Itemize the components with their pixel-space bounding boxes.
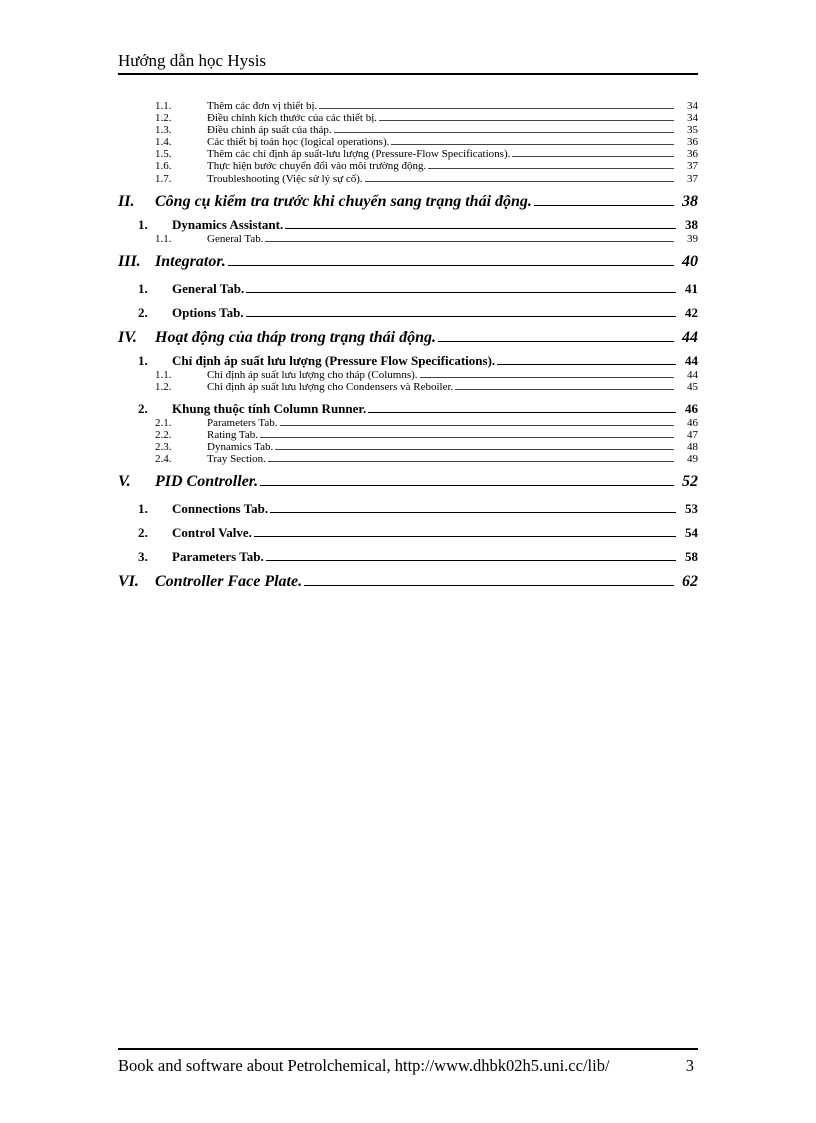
toc-entry-page: 34	[687, 100, 698, 112]
toc-entry-title: Thêm các chỉ định áp suất-lưu lượng (Pressure-Flow Specifications).	[207, 148, 511, 161]
rule-leader	[266, 560, 676, 561]
rule-leader	[260, 485, 674, 486]
dot-leader	[428, 168, 674, 169]
toc-section[interactable]	[118, 216, 698, 233]
toc-section[interactable]	[118, 304, 698, 321]
dot-leader	[391, 144, 674, 145]
rule-leader	[497, 364, 676, 365]
dot-leader	[379, 120, 674, 121]
toc-part[interactable]	[118, 251, 698, 273]
toc-section-title: Parameters Tab.	[172, 549, 264, 565]
toc-entry-page: 34	[687, 112, 698, 125]
toc-entry-title: Dynamics Tab.	[207, 441, 274, 454]
toc-entry-number: 2.2.	[155, 429, 172, 442]
toc-section[interactable]	[118, 280, 698, 297]
toc-part-page: 40	[682, 252, 698, 270]
toc-entry[interactable]	[118, 369, 698, 381]
toc-entry-number: 2.1.	[155, 416, 172, 429]
toc-entry[interactable]	[118, 112, 698, 124]
toc-section-page: 54	[685, 525, 698, 541]
toc-section-title: General Tab.	[172, 280, 245, 296]
toc-section[interactable]	[118, 400, 698, 417]
toc-part-page: 44	[682, 328, 698, 346]
toc-section-page: 46	[685, 400, 698, 416]
toc-entry-title: Điều chỉnh áp suất của tháp.	[207, 124, 332, 137]
toc-entry-number: 1.1.	[155, 232, 172, 245]
toc-section-title: Connections Tab.	[172, 501, 269, 517]
toc-entry-number: 1.5.	[155, 148, 172, 161]
toc-entry-page: 39	[687, 232, 698, 245]
rule-leader	[246, 292, 676, 293]
rule-leader	[368, 412, 676, 413]
document-title: Hướng dẫn học Hysis	[118, 51, 267, 70]
page-footer	[118, 1048, 698, 1076]
toc-part-page: 52	[682, 473, 698, 491]
toc-entry[interactable]	[118, 381, 698, 393]
toc-entry[interactable]	[118, 173, 698, 185]
rule-leader	[285, 228, 676, 229]
toc-entry-title: Thực hiện bước chuyển đổi vào môi trường động.	[207, 160, 427, 173]
table-of-contents	[118, 100, 698, 593]
toc-entry-number: 1.6.	[155, 160, 172, 173]
toc-section-title: Dynamics Assistant.	[172, 216, 284, 232]
rule-leader	[534, 205, 674, 206]
toc-part-number: VI.	[118, 573, 139, 591]
toc-entry[interactable]	[118, 136, 698, 148]
toc-entry[interactable]	[118, 160, 698, 172]
dot-leader	[268, 461, 674, 462]
toc-part-number: IV.	[118, 328, 137, 346]
dot-leader	[334, 132, 674, 133]
toc-entry-title: General Tab.	[207, 232, 264, 245]
toc-section-page: 58	[685, 549, 698, 565]
toc-entry-title: Chỉ định áp suất lưu lượng cho tháp (Columns).	[207, 368, 418, 381]
toc-entry-title: Parameters Tab.	[207, 416, 278, 429]
toc-entry[interactable]	[118, 148, 698, 160]
toc-section-page: 41	[685, 280, 698, 296]
toc-section-number: 2.	[138, 525, 148, 541]
toc-entry-number: 1.1.	[155, 368, 172, 381]
page-number: 3	[685, 1056, 694, 1075]
toc-part-title: Integrator.	[155, 252, 226, 270]
toc-part-title: Công cụ kiểm tra trước khi chuyển sang trạng thái động.	[155, 192, 532, 210]
toc-entry-number: 2.3.	[155, 441, 172, 454]
toc-part-number: III.	[118, 252, 141, 270]
toc-section[interactable]	[118, 548, 698, 565]
toc-entry-page: 37	[687, 172, 698, 185]
toc-entry-page: 35	[687, 124, 698, 137]
toc-entry-title: Thêm các đơn vị thiết bị.	[207, 100, 318, 112]
toc-section-number: 1.	[138, 216, 148, 232]
toc-section-page: 38	[685, 216, 698, 232]
rule-leader	[438, 341, 674, 342]
toc-section-number: 1.	[138, 280, 148, 296]
toc-entry[interactable]	[118, 124, 698, 136]
toc-section-number: 2.	[138, 400, 148, 416]
rule-leader	[254, 536, 676, 537]
rule-leader	[270, 512, 676, 513]
toc-part-page: 62	[682, 573, 698, 591]
toc-entry-page: 47	[687, 429, 698, 442]
toc-section-title: Chỉ định áp suất lưu lượng (Pressure Flow Specifications).	[172, 352, 496, 368]
dot-leader	[455, 389, 674, 390]
toc-entry-page: 48	[687, 441, 698, 454]
toc-part[interactable]	[118, 571, 698, 593]
toc-entry-page: 49	[687, 453, 698, 466]
toc-part[interactable]	[118, 191, 698, 213]
toc-section-title: Options Tab.	[172, 304, 244, 320]
toc-entry-page: 44	[687, 368, 698, 381]
toc-entry-number: 1.1.	[155, 100, 172, 112]
toc-entry-title: Troubleshooting (Việc sử lý sự cố).	[207, 172, 363, 185]
dot-leader	[275, 449, 674, 450]
rule-leader	[304, 585, 674, 586]
dot-leader	[365, 181, 674, 182]
dot-leader	[260, 437, 674, 438]
rule-leader	[228, 265, 674, 266]
toc-section[interactable]	[118, 500, 698, 517]
toc-section[interactable]	[118, 352, 698, 369]
toc-entry-title: Rating Tab.	[207, 429, 258, 442]
toc-section-number: 1.	[138, 501, 148, 517]
toc-entry-title: Chỉ định áp suất lưu lượng cho Condensers và Reboiler.	[207, 380, 454, 393]
dot-leader	[265, 241, 674, 242]
toc-section-number: 3.	[138, 549, 148, 565]
toc-section-page: 53	[685, 501, 698, 517]
toc-part[interactable]	[118, 471, 698, 493]
toc-section-page: 44	[685, 352, 698, 368]
toc-entry[interactable]	[118, 417, 698, 429]
dot-leader	[319, 108, 674, 109]
toc-entry-number: 1.2.	[155, 380, 172, 393]
toc-section-number: 2.	[138, 304, 148, 320]
toc-entry-number: 1.7.	[155, 172, 172, 185]
toc-part-page: 38	[682, 192, 698, 210]
toc-entry-title: Tray Section.	[207, 453, 266, 466]
toc-part-title: Controller Face Plate.	[155, 573, 303, 591]
toc-entry-page: 36	[687, 148, 698, 161]
toc-section-title: Khung thuộc tính Column Runner.	[172, 400, 367, 416]
toc-entry-title: Điều chỉnh kích thước của các thiết bị.	[207, 112, 377, 125]
footer-text: Book and software about Petrolchemical, http://www.dhbk02h5.uni.cc/lib/	[118, 1056, 610, 1075]
toc-entry-number: 1.4.	[155, 136, 172, 149]
toc-entry-page: 37	[687, 160, 698, 173]
toc-entry-number: 1.3.	[155, 124, 172, 137]
toc-entry-number: 2.4.	[155, 453, 172, 466]
rule-leader	[246, 316, 676, 317]
toc-part[interactable]	[118, 327, 698, 349]
toc-entry[interactable]	[118, 441, 698, 453]
toc-section[interactable]	[118, 524, 698, 541]
dot-leader	[420, 377, 674, 378]
toc-entry-number: 1.2.	[155, 112, 172, 125]
toc-part-number: V.	[118, 473, 131, 491]
toc-section-page: 42	[685, 304, 698, 320]
toc-entry-page: 46	[687, 416, 698, 429]
toc-entry[interactable]	[118, 233, 698, 245]
toc-part-number: II.	[118, 192, 135, 210]
toc-part-title: PID Controller.	[155, 473, 259, 491]
toc-section-number: 1.	[138, 352, 148, 368]
page-header	[118, 51, 698, 75]
toc-entry[interactable]	[118, 429, 698, 441]
toc-entry-title: Các thiết bị toán học (logical operations).	[207, 136, 390, 149]
toc-part-title: Hoạt động của tháp trong trạng thái động.	[155, 328, 436, 346]
dot-leader	[280, 425, 674, 426]
toc-entry[interactable]	[118, 453, 698, 465]
toc-section-title: Control Valve.	[172, 525, 252, 541]
dot-leader	[512, 156, 674, 157]
toc-entry-page: 36	[687, 136, 698, 149]
toc-entry-page: 45	[687, 380, 698, 393]
toc-entry[interactable]	[118, 100, 698, 112]
